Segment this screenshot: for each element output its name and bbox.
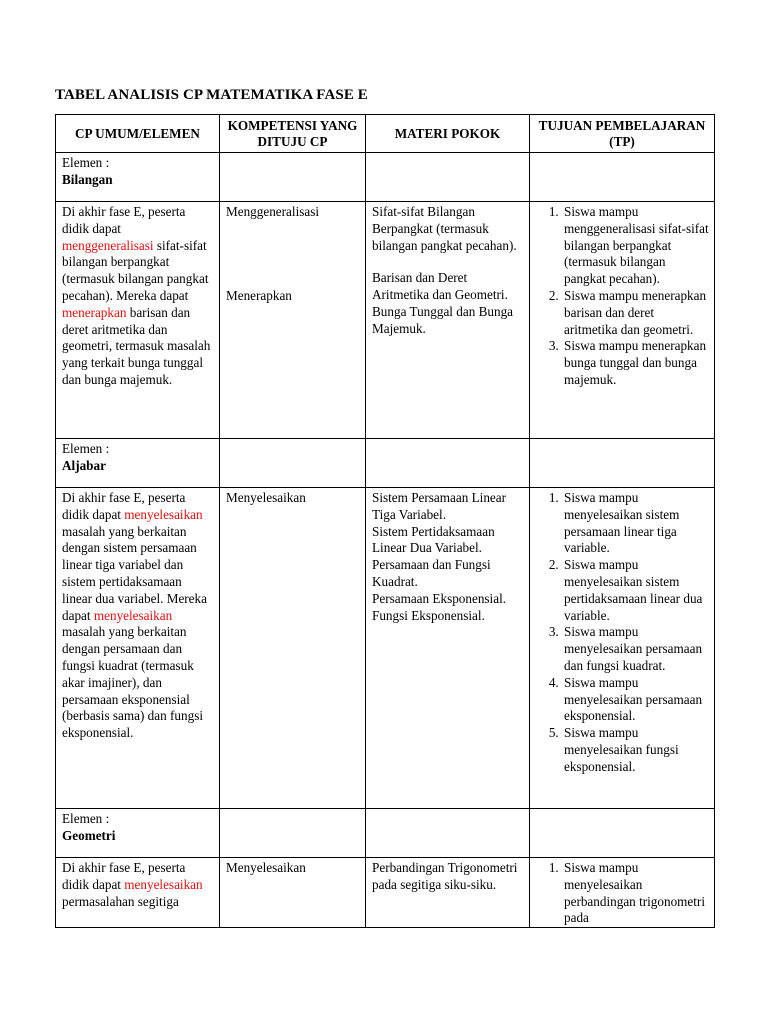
- materi-item: Persamaan dan Fungsi Kuadrat.: [372, 557, 491, 589]
- content-row-bilangan: [56, 202, 715, 439]
- cp-keyword: menggeneralisasi: [62, 237, 154, 253]
- elemen-label: Elemen :: [62, 155, 110, 170]
- materi-item: Bunga Tunggal dan Bunga Majemuk.: [372, 303, 514, 336]
- empty-cell: [366, 809, 530, 858]
- tp-aljabar: [530, 488, 715, 809]
- materi-item: Perbandingan Trigonometri pada segitiga siku-siku.: [372, 860, 518, 892]
- materi-geometri: [366, 858, 530, 928]
- tp-item: 1. Siswa mampu menyelesaikan perbandingan trigonometri pada: [562, 860, 709, 927]
- cp-text-part: barisan dan deret aritmetika dan geometri, termasuk masalah yang terkait bunga tunggal dan bunga majemuk.: [62, 304, 211, 387]
- cp-text-part: Di akhir fase E, peserta didik dapat: [62, 204, 186, 236]
- analysis-table: [55, 114, 715, 928]
- cp-keyword: menyelesaikan: [124, 506, 203, 522]
- cp-text-bilangan: [56, 202, 220, 439]
- cp-text-part: masalah yang berkaitan dengan persamaan dan fungsi kuadrat (termasuk akar imajiner), dan persamaan eksponensial (berbasis sama) dan fungsi eksponensial.: [62, 624, 203, 741]
- tp-list: [536, 860, 709, 927]
- materi-bilangan: [366, 202, 530, 439]
- header-materi-pokok: MATERI POKOK: [366, 115, 530, 153]
- cp-text-part: Di akhir fase E, peserta didik dapat: [62, 860, 186, 892]
- kompetensi-item: Menerapkan: [226, 287, 292, 303]
- content-row-aljabar: [56, 488, 715, 809]
- cp-text-geometri: [56, 858, 220, 928]
- empty-cell: [220, 809, 366, 858]
- tp-item: 3. Siswa mampu menyelesaikan persamaan dan fungsi kuadrat.: [562, 624, 709, 674]
- materi-item: Sistem Pertidaksamaan Linear Dua Variabel.: [372, 523, 495, 556]
- header-kompetensi: KOMPETENSI YANG DITUJU CP: [220, 115, 366, 153]
- elemen-label: Elemen :: [62, 441, 110, 456]
- tp-list: [536, 490, 709, 776]
- spacer: [372, 254, 524, 270]
- cp-keyword: menerapkan: [62, 304, 127, 320]
- cp-text-part: masalah yang berkaitan dengan sistem persamaan linear tiga variabel dan sistem pertidaksamaan linear dua variabel. Mereka dapat: [62, 523, 207, 623]
- empty-cell: [366, 153, 530, 202]
- elemen-row-bilangan: [56, 153, 715, 202]
- elemen-cell: [56, 153, 220, 202]
- empty-cell: [530, 153, 715, 202]
- document-title: TABEL ANALISIS CP MATEMATIKA FASE E: [55, 87, 368, 103]
- header-tujuan: TUJUAN PEMBELAJARAN (TP): [530, 115, 715, 153]
- kompetensi-item: Menyelesaikan: [226, 860, 306, 875]
- kompetensi-aljabar: [220, 488, 366, 809]
- empty-cell: [530, 439, 715, 488]
- elemen-name-bilangan: Bilangan: [62, 171, 113, 187]
- spacer: [226, 221, 360, 288]
- cp-text-aljabar: [56, 488, 220, 809]
- kompetensi-bilangan: [220, 202, 366, 439]
- tp-item: 1. Siswa mampu menyelesaikan sistem persamaan linear tiga variable.: [562, 490, 709, 557]
- empty-cell: [220, 153, 366, 202]
- cp-text-part: permasalahan segitiga: [62, 893, 179, 909]
- materi-item: Sifat-sifat Bilangan Berpangkat (termasuk bilangan pangkat pecahan).: [372, 204, 517, 253]
- content-row-geometri: [56, 858, 715, 928]
- kompetensi-item: Menyelesaikan: [226, 490, 306, 505]
- tp-item: 2. Siswa mampu menyelesaikan sistem pertidaksamaan linear dua variable.: [562, 557, 709, 624]
- tp-item: 1. Siswa mampu menggeneralisasi sifat-sifat bilangan berpangkat (termasuk bilangan pangkat pecahan).: [562, 204, 709, 288]
- elemen-cell: [56, 809, 220, 858]
- tp-item: 5. Siswa mampu menyelesaikan fungsi eksponensial.: [562, 725, 709, 775]
- elemen-name-aljabar: Aljabar: [62, 457, 106, 473]
- materi-item: Barisan dan Deret Aritmetika dan Geometri.: [372, 270, 508, 303]
- tp-item: 3. Siswa mampu menerapkan bunga tunggal dan bunga majemuk.: [562, 338, 709, 388]
- tp-bilangan: [530, 202, 715, 439]
- tp-list: [536, 204, 709, 389]
- cp-text-part: Di akhir fase E, peserta didik dapat: [62, 490, 186, 522]
- cp-keyword: menyelesaikan: [124, 876, 203, 892]
- elemen-cell: [56, 439, 220, 488]
- kompetensi-item: Menggeneralisasi: [226, 204, 320, 219]
- cp-text-part: sifat-sifat bilangan berpangkat (termasuk bilangan pangkat pecahan). Mereka dapat: [62, 237, 209, 303]
- header-row: [56, 115, 715, 153]
- tp-item: 2. Siswa mampu menerapkan barisan dan deret aritmetika dan geometri.: [562, 288, 709, 338]
- kompetensi-geometri: [220, 858, 366, 928]
- materi-item: Persamaan Eksponensial.: [372, 590, 507, 606]
- tp-item: 4. Siswa mampu menyelesaikan persamaan eksponensial.: [562, 675, 709, 725]
- elemen-label: Elemen :: [62, 811, 110, 826]
- elemen-name-geometri: Geometri: [62, 827, 116, 843]
- header-cp-umum: CP UMUM/ELEMEN: [56, 115, 220, 153]
- materi-item: Sistem Persamaan Linear Tiga Variabel.: [372, 490, 507, 522]
- cp-keyword: menyelesaikan: [93, 607, 173, 623]
- empty-cell: [220, 439, 366, 488]
- empty-cell: [366, 439, 530, 488]
- materi-item: Fungsi Eksponensial.: [372, 607, 485, 623]
- elemen-row-aljabar: [56, 439, 715, 488]
- elemen-row-geometri: [56, 809, 715, 858]
- tp-geometri: [530, 858, 715, 928]
- empty-cell: [530, 809, 715, 858]
- materi-aljabar: [366, 488, 530, 809]
